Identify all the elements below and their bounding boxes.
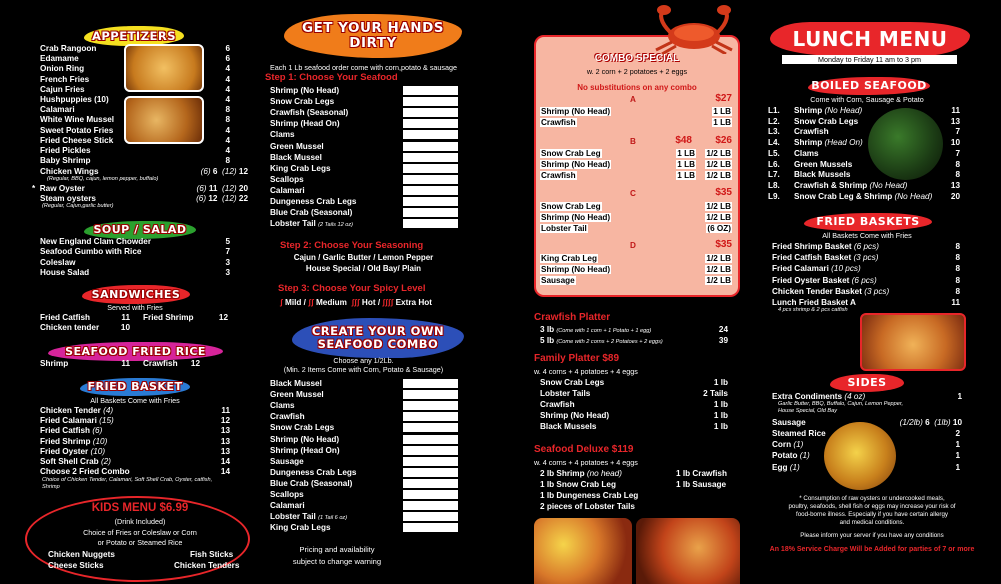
combo-option: Shrimp (Head On) (270, 445, 340, 455)
fried-basket-price: 8 (955, 253, 960, 263)
combo-row-qty2: 1/2 LB (706, 160, 731, 169)
family-qty: 2 Tails (703, 389, 728, 398)
appetizer-price: 6 (225, 44, 230, 53)
checkbox[interactable] (403, 446, 458, 455)
checkbox-lobster[interactable] (403, 219, 458, 228)
rice-crawfish-price: 12 (190, 359, 200, 368)
side-price: 1 (955, 451, 960, 461)
combo-option: Green Mussel (270, 390, 324, 400)
checkbox[interactable] (403, 197, 458, 206)
combo-b-price1: $48 (675, 135, 692, 146)
checkbox[interactable] (403, 457, 458, 466)
crawfish-3lb-price: 24 (718, 325, 728, 334)
wings-name: Chicken Wings (40, 167, 99, 176)
boiled-price: 11 (951, 106, 960, 115)
combo-sub: w. 2 corn + 2 potatoes + 2 eggs (586, 67, 688, 76)
boiled-name: Black Mussels (794, 170, 851, 180)
create-sub1: Choose any 1/2Lb. (333, 356, 394, 365)
step3-title: Step 3: Choose Your Spicy Level (278, 283, 426, 294)
calamari-photo (124, 96, 204, 144)
season-line1: Cajun / Garlic Butter / Lemon Pepper (293, 253, 434, 262)
condiments-note2: House Special, Old Bay (778, 408, 838, 414)
create-king: King Crab Legs (270, 523, 331, 532)
combo-row-qty: 1/2 LB (706, 213, 731, 222)
checkbox[interactable] (403, 97, 458, 106)
appetizer-price: 4 (225, 125, 230, 135)
fried-basket-price: 8 (955, 275, 960, 285)
combo-option: Snow Crab Legs (270, 423, 335, 433)
fried-platter-photo (860, 313, 966, 371)
family-item: Snow Crab Legs (540, 378, 605, 387)
combo-row-name: Sausage (541, 276, 575, 285)
family-qty: 1 lb (713, 378, 728, 387)
checkbox[interactable] (403, 490, 458, 499)
appetizer-name: Hushpuppies (10) (40, 95, 109, 104)
lunch-menu-header: LUNCH MENU (770, 22, 970, 56)
checkbox[interactable] (403, 435, 458, 444)
boiled-code: L5. (768, 148, 780, 158)
basket-item: Soft Shell Crab (2) (40, 457, 111, 466)
crawfish-platter-title: Crawfish Platter (534, 312, 611, 323)
column-combo (530, 0, 740, 584)
boiled-name: Crawfish & Shrimp (No Head) (794, 180, 908, 190)
sandwich-chicken: Chicken tender (40, 323, 100, 332)
fried-basket-price: 8 (955, 242, 960, 251)
wings-prices: (6) 6 (12) 12 (200, 167, 248, 176)
boiled-name: Snow Crab Legs (794, 116, 859, 126)
basket-price: 13 (220, 436, 230, 446)
combo-note: Choice of Chicken Tender, Calamari, Soft Shell Crab, Oyster, catfish, Shrimp (42, 477, 213, 490)
seafood-option: Blue Crab (Seasonal) (270, 208, 353, 218)
boiled-name: Snow Crab Leg & Shrimp (No Head) (794, 191, 933, 201)
corn-potato-photo (824, 422, 896, 490)
combo-row-name: Shrimp (No Head) (541, 265, 611, 274)
soup-name: House Salad (40, 268, 90, 278)
combo-row-name: King Crab Leg (541, 254, 597, 263)
checkbox[interactable] (403, 423, 458, 432)
boiled-price: 7 (955, 127, 960, 137)
steam-note: (Regular, Cajun,garlic butter) (42, 203, 114, 209)
boiled-name: Shrimp (Head On) (794, 138, 863, 148)
sandwich-chicken-price: 10 (120, 323, 130, 332)
deluxe-r3: 1 lb Dungeness Crab Leg (540, 491, 639, 500)
seafood-option: Calamari (270, 185, 305, 195)
rice-shrimp-price: 11 (121, 359, 130, 368)
column-lunch (742, 0, 1001, 584)
family-item: Lobster Tails (540, 389, 591, 398)
boiled-code: L9. (768, 191, 780, 201)
crab-icon (650, 4, 738, 54)
seafood-option: Snow Crab Legs (270, 97, 335, 107)
kids-fishsticks: Fish Sticks (190, 550, 234, 559)
boiled-code: L3. (768, 127, 780, 137)
family-item: Crawfish (540, 400, 575, 409)
seafood-photo-2 (636, 518, 740, 584)
side-price: 1 (955, 462, 960, 472)
appetizer-price: 4 (225, 146, 230, 155)
kids-sub3: or Potato or Steamed Rice (97, 538, 183, 547)
appetizer-price: 6 (225, 54, 230, 64)
boiled-price: 13 (950, 116, 960, 126)
extra-condiments: Extra Condiments (4 oz) (772, 392, 866, 401)
checkbox[interactable] (403, 412, 458, 421)
disclaimer-4: and medical conditions. (839, 519, 905, 526)
family-qty: 1 lb (713, 411, 728, 420)
kids-sub2: Choice of Fries or Coleslaw or Corn (83, 528, 197, 537)
deluxe-r1b: 1 lb Crawfish (676, 469, 727, 478)
season-line2: House Special / Old Bay/ Plain (305, 264, 422, 273)
checkbox[interactable] (403, 208, 458, 217)
combo-row-qty: 1/2 LB (706, 265, 731, 274)
combo-row-qty2: 1/2 LB (706, 149, 731, 158)
sausage-prices: (1/2lb) 6 (1lb) 10 (899, 418, 962, 427)
appetizer-name: Cajun Fries (40, 84, 85, 94)
kids-cheesesticks: Cheese Sticks (48, 561, 104, 570)
appetizer-price: 8 (225, 115, 230, 125)
combo-row-name: Crawfish (541, 118, 576, 127)
basket-a-note: 4 pcs shrimp & 2 pcs catfish (778, 307, 848, 313)
checkbox[interactable] (403, 501, 458, 510)
side-name: Egg (1) (772, 462, 800, 472)
basket-item: Fried Oyster (10) (40, 446, 106, 456)
basket-item: Chicken Tender (4) (40, 406, 114, 415)
soup-price: 3 (225, 257, 230, 267)
disclaimer-2: poultry, seafoods, shell fish or eggs may increase your risk of (788, 503, 956, 510)
appetizer-name: Baby Shrimp (40, 156, 91, 166)
family-qty: 1 lb (713, 400, 728, 409)
kids-sub1: (Drink Included) (114, 517, 166, 526)
kids-nuggets: Chicken Nuggets (48, 550, 115, 559)
deluxe-r4: 2 pieces of Lobster Tails (540, 502, 635, 511)
boiled-price: 13 (950, 180, 960, 190)
condiments-price: 1 (957, 392, 962, 401)
combo-row-qty1: 1 LB (677, 149, 695, 158)
family-sub: w. 4 corns + 4 potatoes + 4 eggs (534, 367, 638, 376)
appetizer-price: 8 (225, 105, 230, 115)
boiled-code: L4. (768, 138, 780, 148)
sandwich-shrimp-price: 12 (218, 313, 228, 322)
combo-row-qty: 1/2 LB (706, 276, 731, 285)
checkbox[interactable] (403, 479, 458, 488)
boiled-name: Clams (794, 148, 819, 158)
combo-row-qty: 1/2 LB (706, 254, 731, 263)
chili-icon: ʃʃʃ (351, 298, 360, 307)
checkbox[interactable] (403, 468, 458, 477)
appetizer-name: Calamari (40, 105, 75, 115)
combo-row-name: Crawfish (541, 171, 576, 180)
seafood-option: Dungeness Crab Legs (270, 197, 357, 206)
pricing-note-2: subject to change warning (292, 557, 382, 566)
soup-price: 3 (225, 268, 230, 278)
combo-special-panel (534, 35, 740, 297)
checkbox[interactable] (403, 401, 458, 410)
combo-option: Scallops (270, 490, 304, 499)
combo-row-qty2: 1/2 LB (706, 171, 731, 180)
crawfish-5lb: 5 lb (Come with 2 corns + 2 Potatoes + 2 eggs) (540, 336, 663, 345)
soup-header: SOUP / SALAD (84, 221, 196, 239)
seafood-option: King Crab Legs (270, 163, 331, 173)
combo-title: COMBO SPECIAL (594, 53, 680, 64)
combo-row-name: Snow Crab Leg (541, 149, 601, 158)
side-price: 1 (955, 440, 960, 450)
boiled-code: L1. (768, 106, 780, 115)
basket-price: 14 (220, 457, 230, 466)
rice-crawfish: Crawfish (143, 359, 178, 368)
soup-price: 5 (225, 237, 230, 246)
appetizer-name: Fried Cheese Stick (40, 135, 114, 145)
seafood-option: Green Mussel (270, 141, 324, 151)
seafood-rice-header: SEAFOOD FRIED RICE (48, 342, 223, 361)
fried-basket-name: Fried Catfish Basket (3 pcs) (772, 253, 879, 263)
family-item: Shrimp (No Head) (540, 411, 610, 420)
appetizer-name: White Wine Mussel (40, 115, 115, 125)
fried-basket-name: Chicken Tender Basket (3 pcs) (772, 286, 890, 296)
seafood-option: Shrimp (Head On) (270, 119, 340, 129)
combo-nosub: No substitutions on any combo (577, 83, 697, 92)
hands-title-line1: GET YOUR HANDS (301, 20, 444, 36)
mussels-photo (868, 108, 943, 180)
combo-c-price: $35 (715, 187, 732, 198)
pricing-note-1: Pricing and availability (299, 545, 375, 554)
fried-baskets-header: FRIED BASKETS (804, 213, 932, 231)
checkbox[interactable] (403, 186, 458, 195)
checkbox[interactable] (403, 379, 458, 388)
appetizer-name: French Fries (40, 74, 90, 84)
boiled-price: 20 (950, 191, 960, 201)
combo-d-letter: D (630, 241, 636, 250)
appetizer-name: Onion Ring (40, 64, 85, 74)
combo-row-name: Shrimp (No Head) (541, 160, 611, 169)
family-qty: 1 lb (713, 422, 728, 431)
seafood-deluxe-title: Seafood Deluxe $119 (534, 444, 634, 455)
combo-row-qty1: 1 LB (677, 171, 695, 180)
combo-option: Shrimp (No Head) (270, 434, 340, 444)
raw-oyster: * Raw Oyster (32, 184, 85, 193)
boiled-price: 8 (955, 159, 960, 169)
chili-icon: ʃ (280, 298, 283, 307)
side-price: 2 (955, 429, 960, 438)
create-lobster: Lobster Tail (1 Tail 6 oz) (270, 512, 348, 521)
combo-row-qty: 1 LB (713, 118, 731, 127)
deluxe-r1a: 2 lb Shrimp (no head) (540, 469, 622, 478)
basket-price: 12 (220, 416, 230, 426)
combo-row-qty: 1 LB (713, 107, 731, 116)
checkbox[interactable] (403, 130, 458, 139)
seafood-option: Clams (270, 130, 295, 140)
checkbox[interactable] (403, 142, 458, 151)
boiled-sub: Come with Corn, Sausage & Potato (810, 95, 924, 104)
checkbox-create-lobster[interactable] (403, 512, 458, 521)
combo-b-letter: B (630, 137, 636, 146)
hands-lobster: Lobster Tail (2 Tails 12 oz) (270, 219, 354, 228)
appetizer-price: 4 (225, 95, 230, 104)
combo-option: Black Mussel (270, 379, 322, 388)
boiled-code: L8. (768, 180, 780, 190)
combo-a-letter: A (630, 95, 636, 104)
appetizers-header: APPETIZERS (84, 26, 184, 46)
boiled-name: Shrimp (No Head) (794, 106, 863, 115)
fried-basket-price: 11 (951, 298, 960, 307)
kids-tenders: Chicken Tenders (174, 561, 240, 570)
combo-row-qty: (6 OZ) (707, 224, 731, 233)
fried-basket-name: Lunch Fried Basket A (772, 298, 856, 307)
combo-c-letter: C (630, 189, 636, 198)
crawfish-3lb: 3 lb (Come with 1 corn + 1 Potato + 1 egg) (540, 325, 652, 334)
steam-prices: (6) 12 (12) 22 (196, 194, 248, 203)
sandwiches-header: SANDWICHES (82, 285, 190, 304)
fried-basket-name: Fried Shrimp Basket (6 pcs) (772, 242, 879, 251)
basket-price: 13 (220, 426, 230, 436)
step1-title: Step 1: Choose Your Seafood (265, 72, 398, 83)
side-sausage: Sausage (772, 418, 806, 427)
condiments-note1: Garlic Butter, BBQ, Buffalo, Cajun, Lemon Pepper, (778, 401, 903, 407)
combo-option: Blue Crab (Seasonal) (270, 478, 353, 488)
boiled-name: Green Mussels (794, 159, 853, 169)
basket-item: Fried Catfish (6) (40, 426, 103, 436)
basket-price: 13 (220, 446, 230, 456)
chili-icon: ʃʃ (308, 298, 314, 307)
sides-header: SIDES (830, 374, 904, 392)
boiled-code: L2. (768, 116, 780, 126)
disclaimer-5: Please inform your server if you have any conditions (800, 532, 944, 539)
hands-dirty-header (284, 14, 462, 58)
appetizer-name: Sweet Potato Fries (40, 125, 114, 135)
basket-price: 14 (220, 467, 230, 477)
spicy-levels: ʃ Mild / ʃʃ Medium ʃʃʃ Hot / ʃʃʃʃ Extra Hot (280, 298, 432, 307)
chili-icon: ʃʃʃʃ (382, 298, 394, 307)
combo-option: Sausage (270, 456, 304, 466)
create-sub2: (Min. 2 Items Come with Corn, Potato & Sausage) (283, 365, 444, 374)
rice-shrimp: Shrimp (40, 359, 69, 368)
checkbox[interactable] (403, 108, 458, 117)
appetizer-name: Edamame (40, 54, 79, 64)
lunch-hours: Monday to Friday 11 am to 3 pm (782, 55, 957, 64)
fried-basket-name: Fried Calamari (10 pcs) (772, 264, 861, 274)
checkbox[interactable] (403, 153, 458, 162)
seafood-option: Shrimp (No Head) (270, 86, 340, 95)
crawfish-5lb-price: 39 (718, 336, 728, 345)
seafood-option: Crawfish (Seasonal) (270, 108, 349, 118)
soup-name: Seafood Gumbo with Rice (40, 247, 142, 257)
fried-basket-price: 8 (955, 264, 960, 274)
combo-option: Dungeness Crab Legs (270, 467, 357, 477)
checkbox-create-king[interactable] (403, 523, 458, 532)
combo-row-qty1: 1 LB (677, 160, 695, 169)
side-name: Potato (1) (772, 451, 810, 461)
kids-title: KIDS MENU $6.99 (91, 502, 189, 514)
basket-item: Choose 2 Fried Combo (40, 467, 130, 477)
basket-item: Fried Calamari (15) (40, 416, 114, 426)
checkbox[interactable] (403, 390, 458, 399)
appetizer-name: Crab Rangoon (40, 44, 97, 53)
disclaimer-3: food-borne illness. Especially if you have certain allergy (795, 511, 949, 518)
sandwich-catfish: Fried Catfish (40, 313, 91, 322)
side-name: Steamed Rice (772, 429, 826, 438)
appetizer-price: 4 (225, 84, 230, 94)
boiled-code: L7. (768, 170, 780, 180)
boiled-header: BOILED SEAFOOD (808, 77, 930, 95)
side-name: Corn (1) (772, 440, 804, 450)
deluxe-r2a: 1 lb Snow Crab Leg (540, 480, 616, 489)
sandwich-catfish-price: 11 (121, 313, 130, 322)
checkbox[interactable] (403, 164, 458, 173)
boiled-code: L6. (768, 159, 780, 169)
hands-title-line2: DIRTY (349, 35, 397, 51)
appetizer-name: Fried Pickles (40, 146, 91, 155)
fried-basket-header: FRIED BASKET (80, 378, 190, 396)
combo-b-price2: $26 (715, 135, 732, 146)
column-appetizers (0, 0, 250, 584)
disclaimer-1: * Consumption of raw oysters or undercooked meals, (799, 495, 945, 502)
column-hands-dirty (252, 0, 474, 584)
wings-note: (Regular, BBQ, cajun, lemon pepper, buffalo) (47, 176, 159, 182)
create-combo-header (292, 318, 464, 358)
soup-name: New England Clam Chowder (40, 237, 151, 246)
create-title-line1: CREATE YOUR OWN (311, 324, 445, 338)
soup-price: 7 (225, 247, 230, 257)
combo-row-name: Snow Crab Leg (541, 202, 601, 211)
appetizer-price: 8 (225, 156, 230, 166)
combo-d-price: $35 (715, 239, 732, 250)
seafood-option: Scallops (270, 174, 304, 184)
appetizer-price: 4 (225, 135, 230, 145)
fried-basket-name: Fried Oyster Basket (6 pcs) (772, 275, 877, 285)
fries-photo (124, 44, 204, 92)
checkbox[interactable] (403, 86, 458, 95)
deluxe-sub: w. 4 corns + 4 potatoes + 4 eggs (534, 458, 638, 467)
service-charge: An 18% Service Charge Will be Added for parties of 7 or more (769, 546, 975, 553)
boiled-name: Crawfish (794, 127, 829, 137)
family-item: Black Mussels (540, 422, 597, 431)
step2-title: Step 2: Choose Your Seasoning (280, 240, 424, 251)
steam-oysters: Steam oysters (40, 194, 96, 203)
checkbox[interactable] (403, 119, 458, 128)
fried-baskets-sub: All Baskets Come with Fries (822, 231, 912, 240)
boiled-price: 10 (950, 138, 960, 148)
family-platter-title: Family Platter $89 (534, 353, 620, 364)
boiled-price: 8 (955, 170, 960, 180)
hands-intro: Each 1 Lb seafood order come with corn,potato & sausage (270, 63, 457, 72)
fried-basket-sub: All Baskets Come with Fries (90, 396, 180, 405)
combo-row-name: Shrimp (No Head) (541, 107, 611, 116)
basket-item: Fried Shrimp (10) (40, 436, 108, 446)
oyster-prices: (6) 11 (12) 20 (196, 184, 248, 193)
create-title-line2: SEAFOOD COMBO (317, 337, 439, 351)
combo-a-price: $27 (715, 93, 732, 104)
sandwiches-sub: Served with Fries (107, 303, 163, 312)
fried-basket-price: 8 (955, 286, 960, 296)
combo-option: Calamari (270, 501, 305, 511)
combo-option: Clams (270, 401, 295, 411)
sandwich-shrimp: Fried Shrimp (143, 313, 194, 322)
boiled-price: 7 (955, 148, 960, 158)
appetizer-price: 4 (225, 74, 230, 84)
combo-row-name: Shrimp (No Head) (541, 213, 611, 222)
seafood-photo-1 (534, 518, 632, 584)
deluxe-r2b: 1 lb Sausage (676, 480, 727, 489)
checkbox[interactable] (403, 175, 458, 184)
appetizer-price: 4 (225, 64, 230, 74)
combo-row-name: Lobster Tail (541, 224, 587, 233)
soup-name: Coleslaw (40, 257, 76, 267)
combo-row-qty: 1/2 LB (706, 202, 731, 211)
seafood-option: Black Mussel (270, 152, 322, 162)
basket-price: 11 (221, 406, 230, 415)
combo-option: Crawfish (270, 412, 305, 422)
